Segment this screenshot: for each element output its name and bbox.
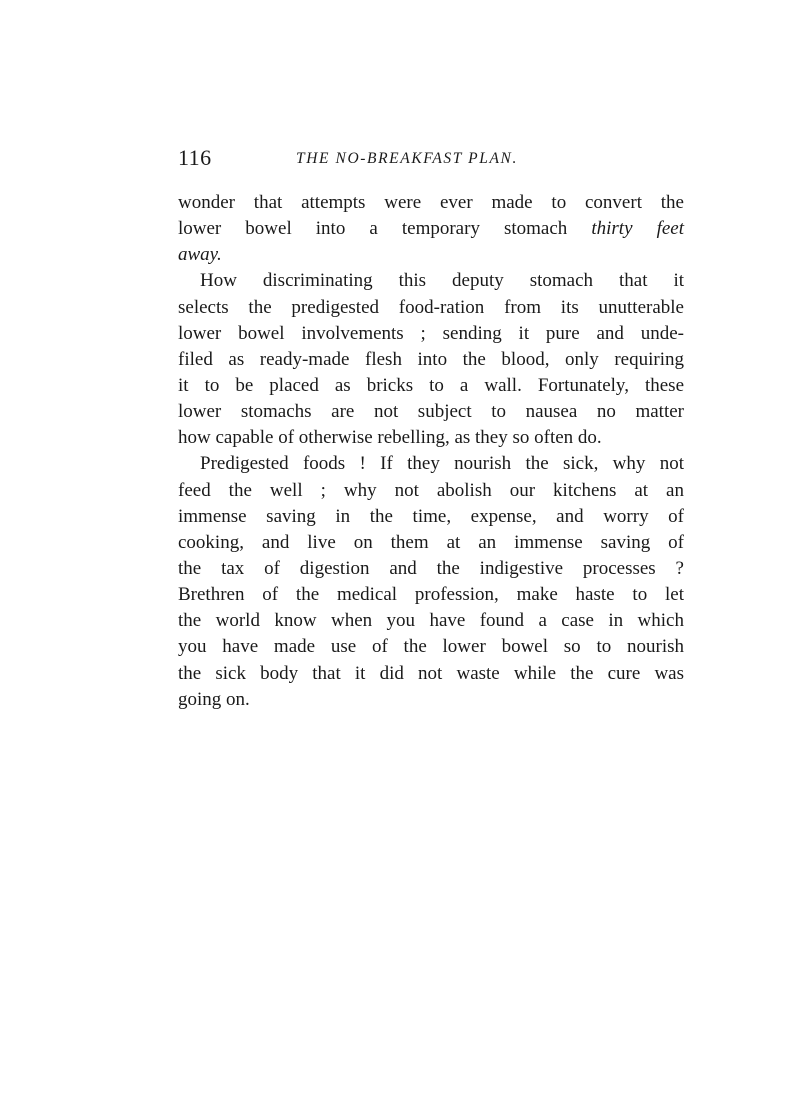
italic-emphasis: away. xyxy=(178,244,222,266)
text-line: it to be placed as bricks to a wall. Fortunately, these xyxy=(178,374,684,396)
text-line: feed the well ; why not abolish our kitchens at an xyxy=(178,479,684,501)
text-line: going on. xyxy=(178,688,250,710)
text-line: lower stomachs are not subject to nausea no matter xyxy=(178,401,684,423)
text-line: you have made use of the lower bowel so to nourish xyxy=(178,636,684,658)
paragraph-start: How discriminating this deputy stomach that it xyxy=(200,270,684,292)
page-header xyxy=(178,146,684,170)
text-line: Brethren of the medical profession, make haste to let xyxy=(178,584,684,606)
text-line: the tax of digestion and the indigestive processes ? xyxy=(178,557,684,579)
text-line: how capable of otherwise rebelling, as they so often do. xyxy=(178,427,602,449)
text-line: the sick body that it did not waste while the cure was xyxy=(178,662,684,684)
text-line: wonder that attempts were ever made to convert the xyxy=(178,192,684,213)
text-line: immense saving in the time, expense, and worry of xyxy=(178,505,684,527)
paragraph-start: Predigested foods ! If they nourish the sick, why not xyxy=(200,453,684,475)
text-line: filed as ready-made flesh into the blood, only requiring xyxy=(178,348,684,370)
italic-emphasis: thirty feet xyxy=(591,218,684,240)
text-segment: lower bowel into a temporary stomach xyxy=(178,218,568,240)
text-line: lower bowel involvements ; sending it pure and unde- xyxy=(178,322,684,344)
text-line: selects the predigested food-ration from its unutterable xyxy=(178,296,684,318)
text-line: cooking, and live on them at an immense saving of xyxy=(178,531,684,553)
text-line xyxy=(178,242,684,268)
text-line xyxy=(178,216,684,242)
running-title: THE NO-BREAKFAST PLAN. xyxy=(296,150,518,167)
text-line: the world know when you have found a case in which xyxy=(178,610,684,632)
body-text xyxy=(178,190,684,713)
page-number: 116 xyxy=(178,145,212,170)
